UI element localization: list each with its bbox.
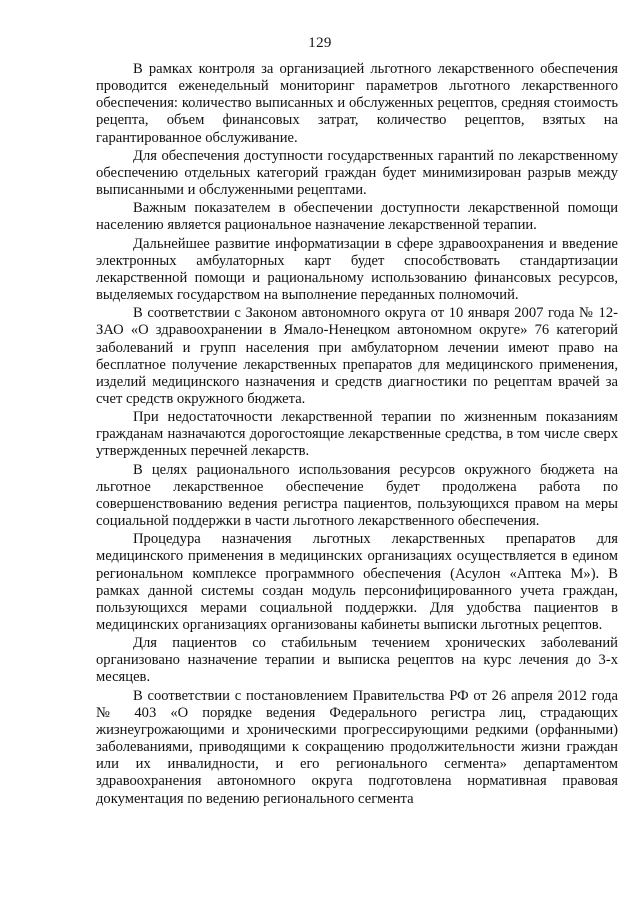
paragraph-expensive-drugs: При недостаточности лекарственной терапии по жизненным показаниям гражданам назначаются дорогостоящие лекарственные средства, в том числе сверх утвержденных перечней лекарств. [96,409,618,460]
paragraph-rational-prescription: Важным показателем в обеспечении доступности лекарственной помощи населению является рациональное назначение лекарственной терапии. [96,200,618,234]
document-body [96,61,618,808]
page-number: 129 [308,35,332,51]
paragraph-accessibility-guarantees: Для обеспечения доступности государственных гарантий по лекарственному обеспечению отдельных категорий граждан будет минимизирован разрыв между выписанными и обслуженными рецептами. [96,147,618,199]
paragraph-law-reference: В соответствии с Законом автономного округа от 10 января 2007 года № 12-ЗАО «О здравоохранении в Ямало-Ненецком автономном округе» 76 категорий заболеваний и групп населения при амбулаторном лечении имеют право на бесплатное получение лекарственных препаратов для медицинского применения, изделий медицинского назначения и средств диагностики по рецептам врачей за счет средств окружного бюджета. [96,305,618,407]
paragraph-informatization: Дальнейшее развитие информатизации в сфере здравоохранения и введение электронных амбулаторных карт будет способствовать стандартизации лекарственной помощи и рациональному использованию финансовых ресурсов, выделяемых государством на выполнение переданных полномочий. [96,235,618,304]
paragraph-prescription-procedure: Процедура назначения льготных лекарственных препаратов для медицинского применения в медицинских организациях осуществляется в едином региональном комплексе программного обеспечения (Асулон «Аптека М»). В рамках данной системы создан модуль персонифицированного учета граждан, пользующихся мерами социальной поддержки. Для удобства пациентов в медицинских организациях организованы кабинеты выписки льготных рецептов. [96,531,618,633]
paragraph-chronic-patients: Для пациентов со стабильным течением хронических заболеваний организовано назначение терапии и выписка рецептов на курс лечения до 3-х месяцев. [96,635,618,686]
paragraph-patient-register: В целях рационального использования ресурсов окружного бюджета на льготное лекарственное обеспечение будет продолжена работа по совершенствованию ведения регистра пациентов, пользующихся правом на меры социальной поддержки в части льготного лекарственного обеспечения. [96,461,618,530]
paragraph-monitoring: В рамках контроля за организацией льготного лекарственного обеспечения проводится еженедельный мониторинг параметров льготного лекарственного обеспечения: количество выписанных и обслуженных рецептов, средняя стоимость рецепта, объем финансовых затрат, количество рецептов, взятых на гарантированное обслуживание. [96,61,618,146]
paragraph-federal-register: В соответствии с постановлением Правительства РФ от 26 апреля 2012 года № 403 «О порядке ведения Федерального регистра лиц, страдающих жизнеугрожающими и хроническими прогрессирующими редкими (орфанными) заболеваниями, приводящими к сокращению продолжительности жизни граждан или их инвалидности, и его регионального сегмента» департаментом здравоохранения автономного округа подготовлена нормативная правовая документация по ведению регионального сегмента [96,687,618,807]
